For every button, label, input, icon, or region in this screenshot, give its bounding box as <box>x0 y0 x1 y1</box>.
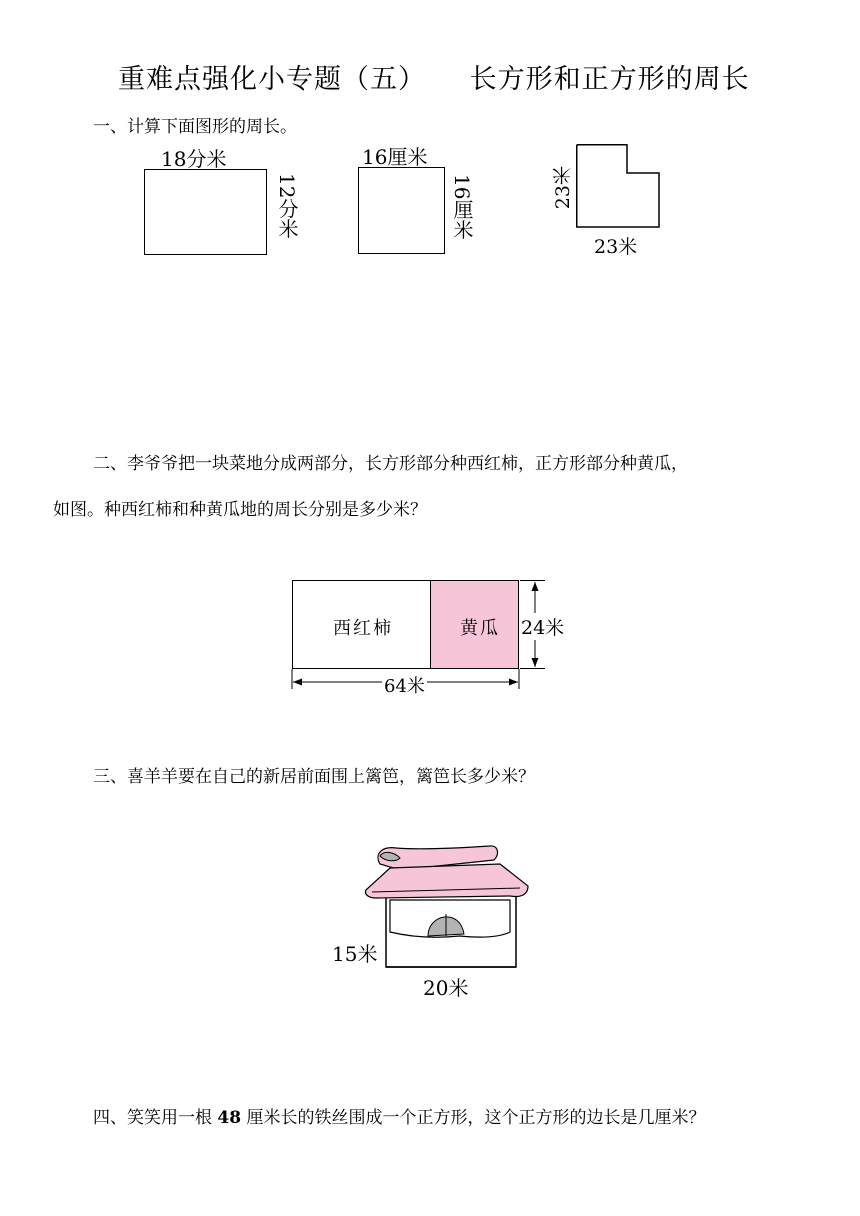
q2-width-label: 64米 <box>382 672 427 698</box>
question-2-line2: 如图。种西红柿和种黄瓜地的周长分别是多少米？ <box>53 500 427 520</box>
question-3-text: 三、喜羊羊要在自己的新居前面围上篱笆，篱笆长多少米？ <box>93 767 535 787</box>
question-4-prefix: 四、笑笑用一根 <box>93 1108 212 1128</box>
question-4-number: 48 <box>217 1108 242 1128</box>
question-4-text <box>93 1103 705 1128</box>
question-1-text: 一、计算下面图形的周长。 <box>93 117 297 137</box>
q1-square-height-label: 16厘米 <box>450 174 474 240</box>
question-2-line1: 二、李爷爷把一块菜地分成两部分，长方形部分种西红柿，正方形部分种黄瓜， <box>93 454 688 474</box>
title-left: 重难点强化小专题（五） <box>118 64 426 95</box>
q2-height-label: 24米 <box>521 613 564 640</box>
q3-side-label: 15米 <box>332 942 378 966</box>
q1-rectangle <box>144 169 267 255</box>
q3-bottom-label: 20米 <box>423 976 469 1000</box>
cucumber-label: 黄瓜 <box>460 618 500 639</box>
sheep-house-illustration <box>360 842 530 972</box>
q1-square-width-label: 16厘米 <box>362 145 428 169</box>
page-title <box>118 57 818 96</box>
q1-lshape-width-label: 23米 <box>594 236 638 258</box>
q1-rect-height-label: 12分米 <box>275 173 299 239</box>
q1-square <box>358 167 445 254</box>
tomato-label: 西红柿 <box>333 618 393 639</box>
title-right: 长方形和正方形的周长 <box>469 64 750 95</box>
question-4-suffix: 厘米长的铁丝围成一个正方形，这个正方形的边长是几厘米？ <box>246 1108 706 1128</box>
q1-rect-width-label: 18分米 <box>161 147 227 171</box>
q1-l-shape <box>576 144 660 228</box>
q1-lshape-height-label: 23米 <box>552 166 574 210</box>
